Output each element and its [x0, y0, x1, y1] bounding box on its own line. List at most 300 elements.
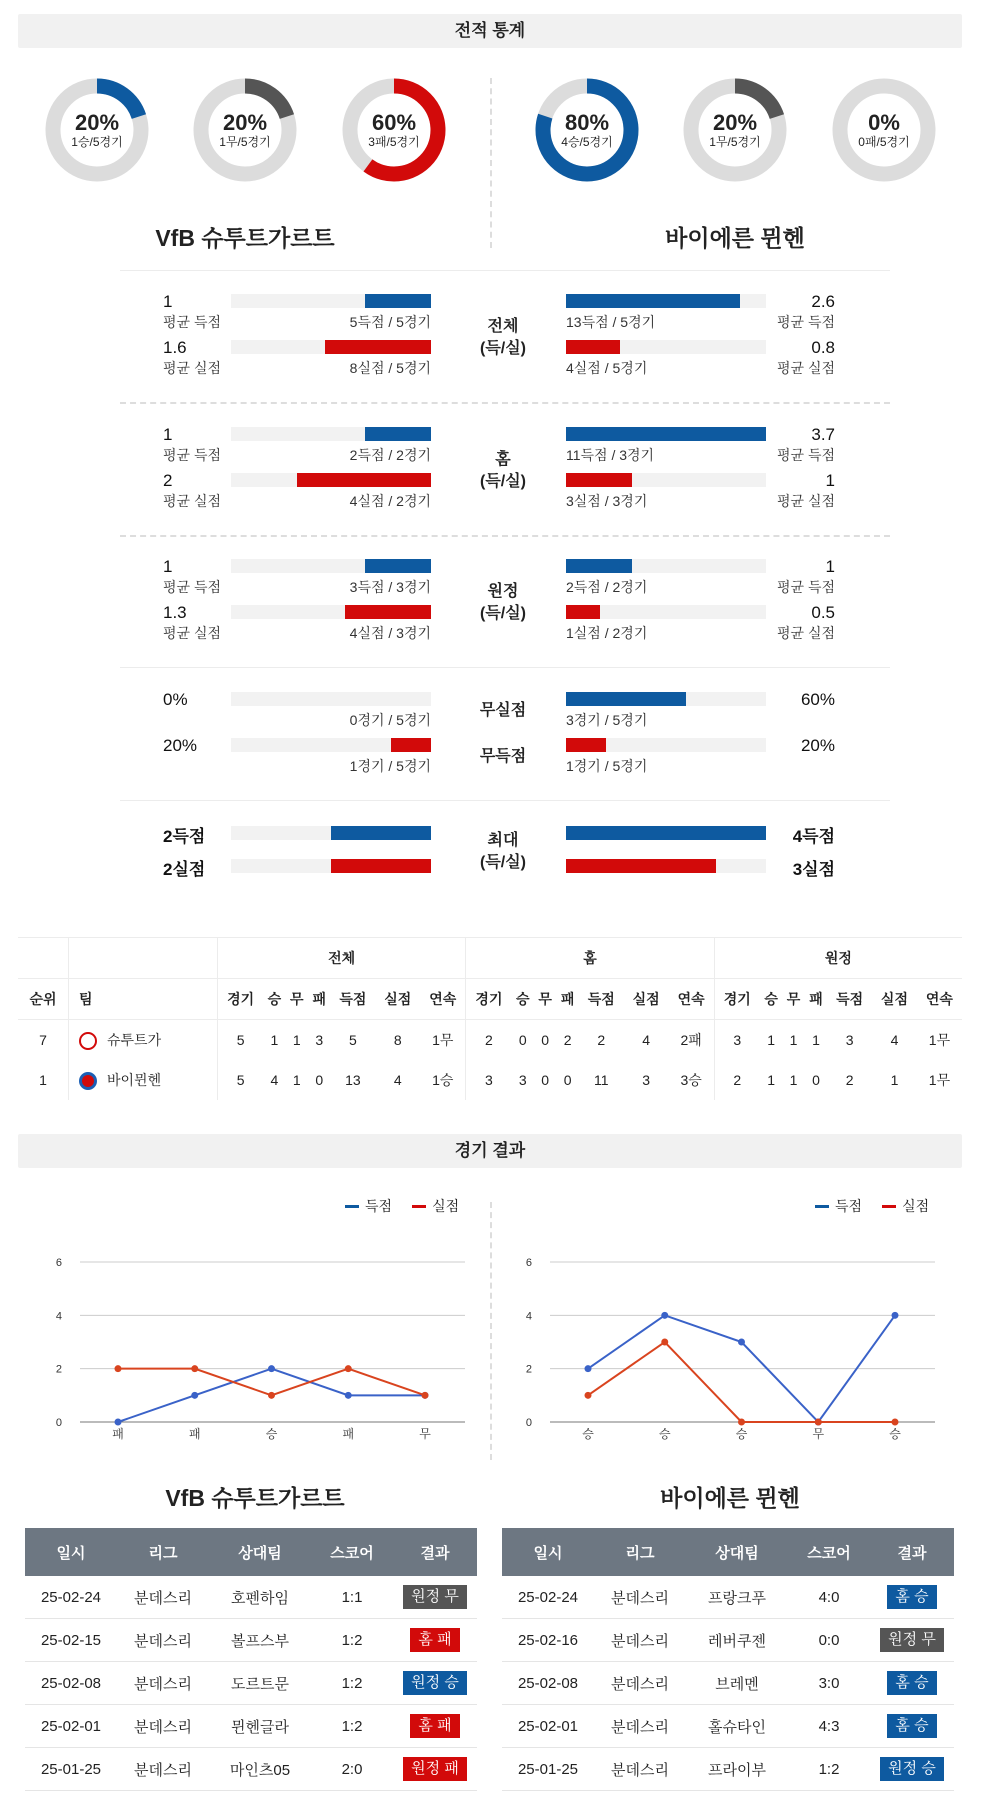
standings-cell: 1 — [292, 1072, 301, 1088]
home-stat-bar — [297, 473, 431, 487]
away-stat-label: 평균 실점 — [777, 493, 835, 509]
away-donut-1 — [683, 78, 787, 182]
group-overall: 전체 — [218, 938, 466, 979]
donut-label — [683, 78, 787, 182]
away-stat-label: 평균 득점 — [777, 579, 835, 595]
home-max-value: 2득점 — [163, 827, 206, 846]
donut-percent: 0% — [868, 110, 900, 135]
results-col-header: 결과 — [870, 1528, 954, 1576]
results-row — [25, 1748, 477, 1791]
stuttgart-logo-icon — [79, 1032, 97, 1050]
home-clean-track — [231, 692, 431, 706]
home-stat-bar — [365, 294, 431, 308]
standings-cell: 1 — [890, 1072, 899, 1088]
standings-row — [18, 1020, 962, 1061]
data-point — [815, 1419, 822, 1426]
donut-label — [45, 78, 149, 182]
away-results-title: 바이에른 뮌헨 — [660, 1485, 800, 1511]
away-clean-note: 1경기 / 5경기 — [566, 758, 648, 774]
result-score: 1:1 — [311, 1576, 393, 1619]
standings-team-name: 바이뮌헨 — [107, 1071, 162, 1088]
data-point — [661, 1312, 668, 1319]
data-point — [892, 1312, 899, 1319]
data-point — [268, 1392, 275, 1399]
away-stat-bar — [566, 559, 632, 573]
legend-scored-swatch — [345, 1205, 359, 1208]
standings-col-header: 득점 — [587, 991, 615, 1007]
standings-cell: 1무 — [928, 1072, 951, 1088]
home-stat-note: 8실점 / 5경기 — [349, 360, 431, 376]
x-tick-label: 무 — [812, 1427, 825, 1441]
result-league: 분데스리 — [117, 1705, 209, 1748]
max-group-sub: (득/실) — [479, 854, 526, 871]
results-header-row — [25, 1528, 477, 1576]
home-clean-note: 0경기 / 5경기 — [349, 712, 431, 728]
stat-group-title: 원정 — [487, 583, 519, 600]
away-stat-bar — [566, 473, 632, 487]
standings-cell: 11 — [593, 1072, 609, 1088]
standings-team[interactable] — [69, 1060, 218, 1100]
results-header: 경기 결과 — [18, 1134, 962, 1168]
result-league: 분데스리 — [117, 1576, 209, 1619]
clean-label: 무실점 — [479, 702, 527, 719]
standings-col-header: 연속 — [925, 991, 953, 1007]
results-col-header: 상대팀 — [686, 1528, 788, 1576]
result-cell — [393, 1705, 477, 1748]
result-opponent[interactable]: 레버쿠젠 — [686, 1619, 788, 1662]
result-badge: 원정 승 — [880, 1757, 944, 1781]
result-badge: 홈 패 — [410, 1628, 459, 1652]
standings-cell: 1 — [270, 1032, 279, 1048]
donut-percent: 20% — [712, 110, 758, 135]
standings-cell: 3 — [315, 1032, 324, 1048]
results-col-header: 상대팀 — [209, 1528, 311, 1576]
x-tick-label: 패 — [112, 1427, 124, 1441]
result-date: 25-02-15 — [25, 1619, 117, 1662]
home-stat-bar — [345, 605, 431, 619]
result-opponent[interactable]: 뮌헨글라 — [209, 1705, 311, 1748]
standings-cell: 4 — [642, 1032, 650, 1048]
away-max-bar — [566, 859, 716, 873]
away-results-panel — [502, 1528, 954, 1791]
home-stat-bar — [325, 340, 431, 354]
data-point — [345, 1365, 352, 1372]
result-cell — [870, 1619, 954, 1662]
result-score: 3:0 — [788, 1662, 870, 1705]
standings-cell: 1 — [789, 1032, 798, 1048]
away-stat-note: 13득점 / 5경기 — [566, 314, 656, 330]
standings-row — [18, 1060, 962, 1100]
result-league: 분데스리 — [594, 1619, 686, 1662]
standings-cell: 0 — [541, 1072, 550, 1088]
data-point — [585, 1392, 592, 1399]
result-score: 1:2 — [311, 1705, 393, 1748]
standings-cell: 1 — [767, 1032, 776, 1048]
stat-group-label — [443, 449, 563, 493]
standings-col-header: 승 — [764, 991, 778, 1007]
result-opponent[interactable]: 볼프스부 — [209, 1619, 311, 1662]
home-donut-1 — [193, 78, 297, 182]
result-badge: 홈 패 — [410, 1714, 459, 1738]
away-clean-note: 3경기 / 5경기 — [566, 712, 648, 728]
results-row — [25, 1662, 477, 1705]
result-cell — [870, 1662, 954, 1705]
stat-group-sub: (득/실) — [479, 605, 526, 622]
result-opponent[interactable]: 도르트문 — [209, 1662, 311, 1705]
home-stat-note: 2득점 / 2경기 — [349, 447, 431, 463]
data-point — [191, 1365, 198, 1372]
home-stat-note: 4실점 / 2경기 — [349, 493, 431, 509]
result-league: 분데스리 — [594, 1576, 686, 1619]
home-stat-label: 평균 득점 — [163, 314, 221, 330]
home-clean-value: 20% — [163, 736, 198, 755]
results-col-header: 스코어 — [788, 1528, 870, 1576]
standings-col-header: 패 — [312, 991, 326, 1007]
away-team-name: 바이에른 뮌헨 — [665, 225, 805, 251]
results-row — [502, 1619, 954, 1662]
away-stat-note: 1실점 / 2경기 — [566, 625, 648, 641]
home-stat-value: 1 — [163, 425, 173, 444]
home-clean-value: 0% — [163, 690, 188, 709]
donut-subtext: 3패/5경기 — [368, 135, 420, 149]
home-stat-label: 평균 득점 — [163, 579, 221, 595]
legend-scored-swatch — [815, 1205, 829, 1208]
chart-divider — [490, 1202, 492, 1460]
result-date: 25-02-16 — [502, 1619, 594, 1662]
legend-scored: 득점 — [365, 1198, 393, 1214]
result-opponent[interactable]: 프랑크푸 — [686, 1576, 788, 1619]
result-opponent[interactable]: 호펜하임 — [209, 1576, 311, 1619]
result-score: 1:2 — [788, 1748, 870, 1791]
home-donut-0 — [45, 78, 149, 182]
standings-team-name: 슈투트가 — [107, 1031, 162, 1048]
home-stat-bar — [365, 559, 431, 573]
result-badge: 홈 승 — [887, 1714, 936, 1738]
results-col-header: 결과 — [393, 1528, 477, 1576]
stat-group-title: 홈 — [495, 451, 511, 468]
results-col-header: 리그 — [594, 1528, 686, 1576]
data-point — [661, 1339, 668, 1346]
legend-conceded: 실점 — [432, 1198, 460, 1214]
away-stat-value: 1 — [825, 557, 835, 576]
standings-cell: 3 — [485, 1072, 493, 1088]
result-cell — [393, 1748, 477, 1791]
standings-cell: 0 — [541, 1032, 550, 1048]
standings-cell: 5 — [236, 1032, 245, 1048]
data-point — [738, 1339, 745, 1346]
result-badge: 홈 승 — [887, 1585, 936, 1609]
standings-col-header: 무 — [786, 991, 801, 1007]
donut-percent: 20% — [222, 110, 268, 135]
y-tick-label: 2 — [55, 1363, 62, 1376]
standings-col-header: 실점 — [632, 991, 660, 1007]
result-date: 25-02-08 — [502, 1662, 594, 1705]
results-row — [502, 1748, 954, 1791]
home-stat-value: 1.3 — [163, 603, 187, 622]
standings-cell: 4 — [270, 1072, 279, 1088]
home-max-value: 2실점 — [163, 860, 206, 879]
standings-cell: 1무 — [928, 1032, 951, 1048]
results-header-row — [502, 1528, 954, 1576]
home-max-bar — [331, 859, 431, 873]
away-stat-value: 3.7 — [811, 425, 835, 444]
legend-conceded-swatch — [882, 1205, 896, 1208]
result-badge: 원정 무 — [880, 1628, 944, 1652]
results-row — [502, 1576, 954, 1619]
away-stat-value: 0.8 — [811, 338, 835, 357]
standings-table — [18, 937, 962, 1100]
results-row — [502, 1662, 954, 1705]
standings-cell: 1 — [18, 1060, 69, 1100]
home-recent-chart — [40, 1240, 480, 1450]
result-league: 분데스리 — [594, 1662, 686, 1705]
y-tick-label: 2 — [525, 1363, 532, 1376]
data-point — [892, 1419, 899, 1426]
home-stat-note: 3득점 / 3경기 — [349, 579, 431, 595]
home-results-title: VfB 슈투트가르트 — [165, 1485, 345, 1511]
stats-top-line — [120, 270, 890, 271]
standings-cell: 2 — [733, 1072, 742, 1088]
result-cell — [393, 1576, 477, 1619]
y-tick-label: 6 — [525, 1257, 532, 1269]
result-score: 4:3 — [788, 1705, 870, 1748]
results-row — [25, 1705, 477, 1748]
results-col-header: 리그 — [117, 1528, 209, 1576]
data-point — [191, 1392, 198, 1399]
away-recent-chart — [510, 1240, 950, 1450]
standings-col-header: 승 — [515, 991, 530, 1007]
data-point — [115, 1365, 122, 1372]
home-max-bar — [331, 826, 431, 840]
group-away: 원정 — [824, 950, 852, 966]
away-stat-label: 평균 득점 — [777, 314, 835, 330]
home-stat-value: 1.6 — [163, 338, 187, 357]
standings-cell: 1무 — [420, 1020, 466, 1061]
y-tick-label: 6 — [55, 1257, 62, 1269]
standings-cell: 7 — [18, 1020, 69, 1061]
data-point — [422, 1392, 429, 1399]
y-tick-label: 4 — [525, 1310, 532, 1323]
standings-cell: 1 — [789, 1072, 798, 1088]
data-point — [115, 1419, 122, 1426]
result-date: 25-02-01 — [25, 1705, 117, 1748]
donut-label — [342, 78, 446, 182]
home-stat-value: 1 — [163, 292, 173, 311]
away-stat-label: 평균 실점 — [777, 360, 835, 376]
x-tick-label: 승 — [735, 1427, 748, 1441]
x-tick-label: 승 — [582, 1427, 594, 1441]
stat-group-sub: (득/실) — [479, 473, 526, 490]
series-line-conceded — [588, 1342, 895, 1422]
standings-cell: 0 — [563, 1072, 572, 1088]
result-cell — [870, 1705, 954, 1748]
standings-cell: 4 — [890, 1032, 899, 1048]
home-stat-bar — [365, 427, 431, 441]
result-date: 25-01-25 — [502, 1748, 594, 1791]
clean-divider — [120, 800, 890, 801]
x-tick-label: 패 — [342, 1427, 355, 1441]
away-max-value: 4득점 — [792, 827, 835, 846]
x-tick-label: 승 — [889, 1427, 901, 1441]
x-tick-label: 무 — [419, 1427, 431, 1441]
results-col-header: 일시 — [502, 1528, 594, 1576]
standings-cell: 1 — [767, 1072, 776, 1088]
result-league: 분데스리 — [117, 1748, 209, 1791]
away-stat-value: 1 — [825, 471, 835, 490]
away-stat-label: 평균 실점 — [777, 625, 835, 641]
stat-group-divider — [120, 402, 890, 404]
standings-col-header: 연속 — [420, 979, 466, 1020]
home-donut-2 — [342, 78, 446, 182]
donut-subtext: 4승/5경기 — [561, 135, 613, 149]
standings-team[interactable] — [69, 1020, 218, 1061]
data-point — [345, 1392, 352, 1399]
home-stat-label: 평균 실점 — [163, 625, 221, 641]
away-stat-label: 평균 득점 — [777, 447, 835, 463]
home-stat-note: 4실점 / 3경기 — [349, 625, 431, 641]
standings-col-header: 패 — [560, 991, 575, 1007]
standings-col-header: 실점 — [384, 991, 412, 1007]
home-clean-bar — [391, 738, 431, 752]
legend-scored: 득점 — [835, 1198, 863, 1214]
stat-group-divider — [120, 535, 890, 537]
x-tick-label: 승 — [265, 1427, 278, 1441]
away-clean-value: 20% — [800, 736, 835, 755]
stat-group-label — [443, 581, 563, 625]
y-tick-label: 0 — [525, 1417, 532, 1429]
away-stat-bar — [566, 605, 600, 619]
donut-percent: 60% — [371, 110, 417, 135]
result-league: 분데스리 — [594, 1748, 686, 1791]
home-clean-note: 1경기 / 5경기 — [349, 758, 431, 774]
standings-cell: 0 — [812, 1072, 820, 1088]
result-opponent[interactable]: 브레멘 — [686, 1662, 788, 1705]
results-col-header: 일시 — [25, 1528, 117, 1576]
donut-subtext: 1승/5경기 — [71, 135, 123, 149]
standings-cell: 5 — [236, 1072, 245, 1088]
standings-cell: 2 — [597, 1032, 606, 1048]
team-divider — [490, 78, 492, 248]
standings-col-header: 패 — [809, 991, 823, 1007]
standings-col-header: 연속 — [669, 979, 715, 1020]
home-stat-label: 평균 실점 — [163, 493, 221, 509]
standings-cell: 1승 — [420, 1060, 466, 1100]
home-stat-value: 1 — [163, 557, 173, 576]
home-stat-label: 평균 실점 — [163, 360, 221, 376]
standings-cell: 2 — [485, 1032, 493, 1048]
result-date: 25-02-08 — [25, 1662, 117, 1705]
y-tick-label: 0 — [55, 1417, 62, 1429]
standings-col-header: 무 — [290, 991, 304, 1007]
y-tick-label: 4 — [55, 1310, 62, 1323]
home-stat-label: 평균 득점 — [163, 447, 221, 463]
away-stat-note: 11득점 / 3경기 — [566, 447, 655, 463]
away-stat-value: 2.6 — [811, 292, 835, 311]
result-score: 0:0 — [788, 1619, 870, 1662]
stat-group-divider — [120, 667, 890, 668]
away-clean-bar — [566, 692, 686, 706]
standings-col-header: 팀 — [69, 979, 218, 1020]
away-stat-bar — [566, 340, 620, 354]
standings-cell: 3 — [642, 1072, 650, 1088]
standings-cell: 8 — [393, 1032, 402, 1048]
data-point — [585, 1365, 592, 1372]
result-opponent[interactable]: 마인츠05 — [209, 1748, 311, 1791]
standings-cell: 1 — [812, 1032, 820, 1048]
donut-label — [832, 78, 936, 182]
standings-col-header: 경기 — [723, 991, 751, 1007]
stat-group-sub: (득/실) — [479, 340, 526, 357]
result-cell — [870, 1748, 954, 1791]
chart1-legend — [345, 1196, 459, 1216]
standings-cell: 1 — [292, 1032, 301, 1048]
stat-group-label — [443, 316, 563, 360]
result-date: 25-02-01 — [502, 1705, 594, 1748]
result-cell — [870, 1576, 954, 1619]
clean-label: 무득점 — [479, 748, 527, 765]
standings-cell: 0 — [315, 1072, 324, 1088]
result-opponent[interactable]: 프라이부 — [686, 1748, 788, 1791]
result-score: 2:0 — [311, 1748, 393, 1791]
group-home: 홈 — [466, 938, 714, 979]
legend-conceded: 실점 — [902, 1198, 930, 1214]
max-group-label — [443, 830, 563, 874]
away-donut-0 — [535, 78, 639, 182]
standings-body — [18, 1020, 962, 1101]
data-point — [268, 1365, 275, 1372]
standings-col-header: 실점 — [880, 991, 908, 1007]
donut-subtext: 1무/5경기 — [219, 135, 271, 149]
result-badge: 원정 무 — [403, 1585, 467, 1609]
standings-col-header: 경기 — [227, 991, 255, 1007]
standings-cell: 2패 — [669, 1020, 715, 1061]
result-date: 25-01-25 — [25, 1748, 117, 1791]
result-badge: 홈 승 — [887, 1671, 936, 1695]
away-stat-bar — [566, 294, 740, 308]
stat-group-title: 전체 — [487, 318, 519, 335]
result-opponent[interactable]: 홀슈타인 — [686, 1705, 788, 1748]
standings-col-header: 승 — [267, 991, 282, 1007]
standings-cell: 2 — [563, 1032, 572, 1048]
legend-conceded-swatch — [412, 1205, 426, 1208]
standings-cell: 3승 — [669, 1060, 715, 1100]
standings-cell: 5 — [348, 1032, 357, 1048]
away-clean-value: 60% — [800, 690, 835, 709]
x-tick-label: 패 — [188, 1427, 201, 1441]
standings-cell: 3 — [733, 1032, 742, 1048]
result-badge: 원정 승 — [403, 1671, 467, 1695]
chart2-legend — [815, 1196, 929, 1216]
standings-cell: 3 — [518, 1072, 527, 1088]
standings-col-header: 순위 — [18, 979, 69, 1020]
result-date: 25-02-24 — [502, 1576, 594, 1619]
donut-percent: 20% — [74, 110, 120, 135]
standings-cell: 0 — [518, 1032, 527, 1048]
standings-col-header: 경기 — [475, 991, 503, 1007]
result-cell — [393, 1619, 477, 1662]
home-team-name: VfB 슈투트가르트 — [155, 225, 335, 251]
result-league: 분데스리 — [117, 1662, 209, 1705]
record-stats-header: 전적 통계 — [18, 14, 962, 48]
standings-col-header: 무 — [538, 991, 552, 1007]
bayern-logo-icon — [79, 1072, 97, 1090]
away-stat-note: 2득점 / 2경기 — [566, 579, 648, 595]
results-col-header: 스코어 — [311, 1528, 393, 1576]
away-stat-value: 0.5 — [811, 603, 835, 622]
standings-header-row — [18, 979, 962, 1020]
away-stat-note: 4실점 / 5경기 — [566, 360, 648, 376]
away-clean-bar — [566, 738, 606, 752]
